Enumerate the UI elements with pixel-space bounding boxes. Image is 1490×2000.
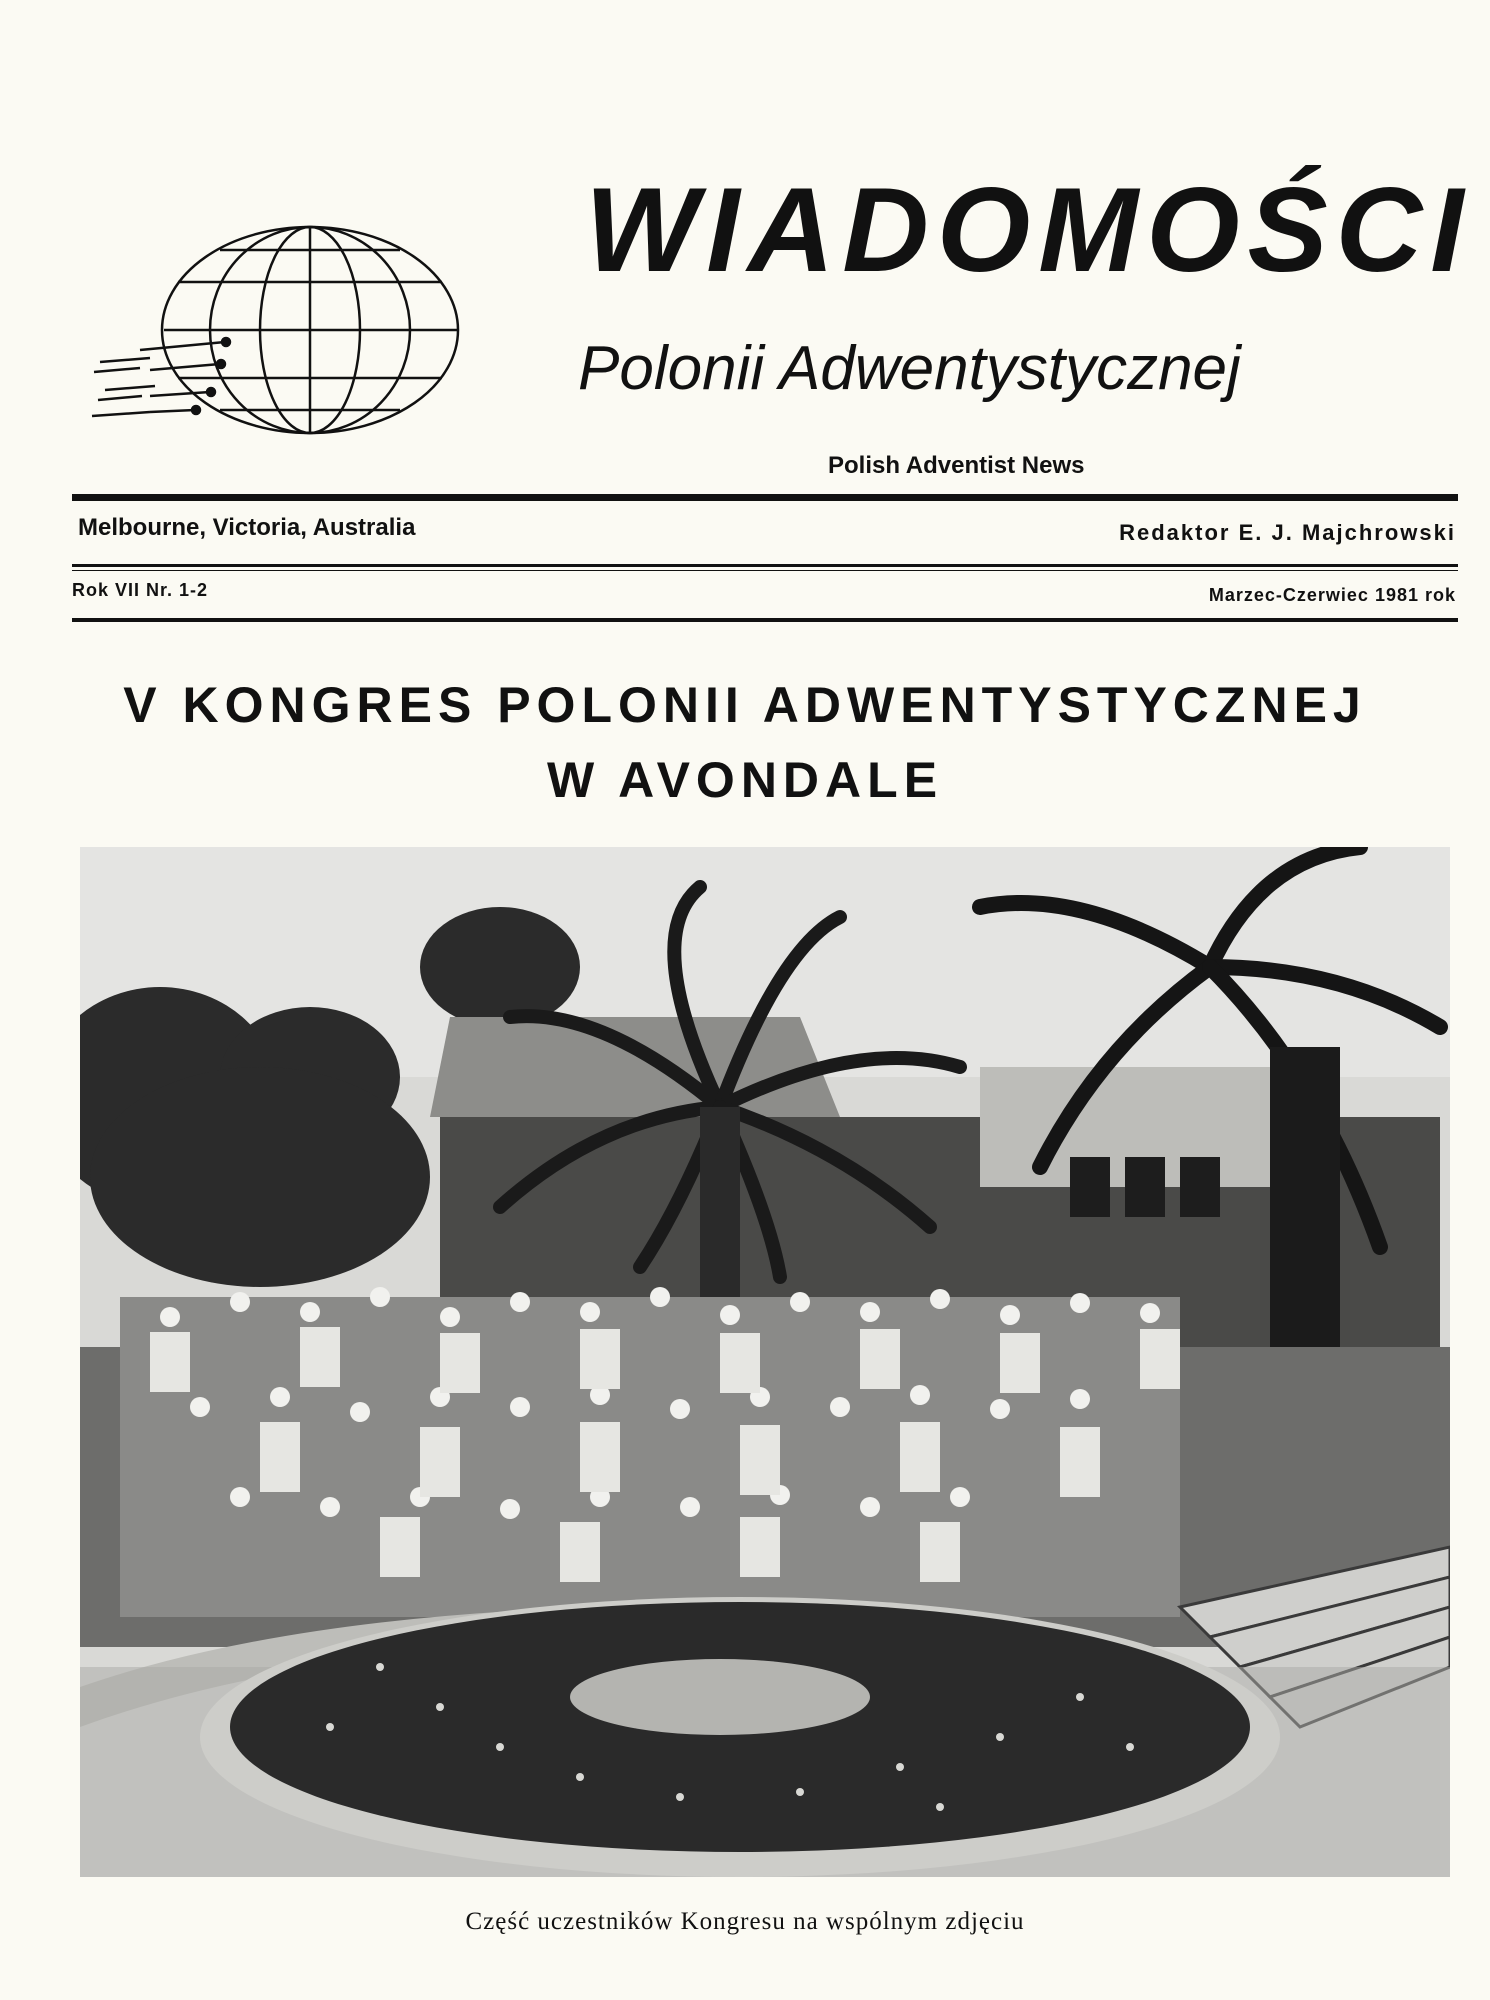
issue-number: Rok VII Nr. 1-2 xyxy=(72,580,209,600)
english-name: Polish Adventist News xyxy=(828,452,1085,479)
headline-line-2: W AVONDALE xyxy=(546,752,944,808)
masthead-subtitle: Polonii Adwentystycznej xyxy=(578,334,1241,403)
middle-rule xyxy=(72,564,1458,567)
issue-date: Marzec-Czerwiec 1981 rok xyxy=(1208,585,1456,605)
middle-rule-thin xyxy=(72,570,1458,571)
bottom-rule xyxy=(72,618,1458,622)
group-photo xyxy=(80,847,1450,1877)
headline-line-1: V KONGRES POLONII ADWENTYSTYCZNEJ xyxy=(123,677,1367,733)
editor: Redaktor E. J. Majchrowski xyxy=(1119,520,1456,545)
location: Melbourne, Victoria, Australia xyxy=(78,514,416,541)
top-rule xyxy=(72,494,1458,501)
globe-icon xyxy=(80,220,480,450)
masthead-title: WIADOMOŚCI xyxy=(585,163,1472,297)
photo-caption: Część uczestników Kongresu na wspólnym zdjęciu xyxy=(465,1908,1025,1935)
